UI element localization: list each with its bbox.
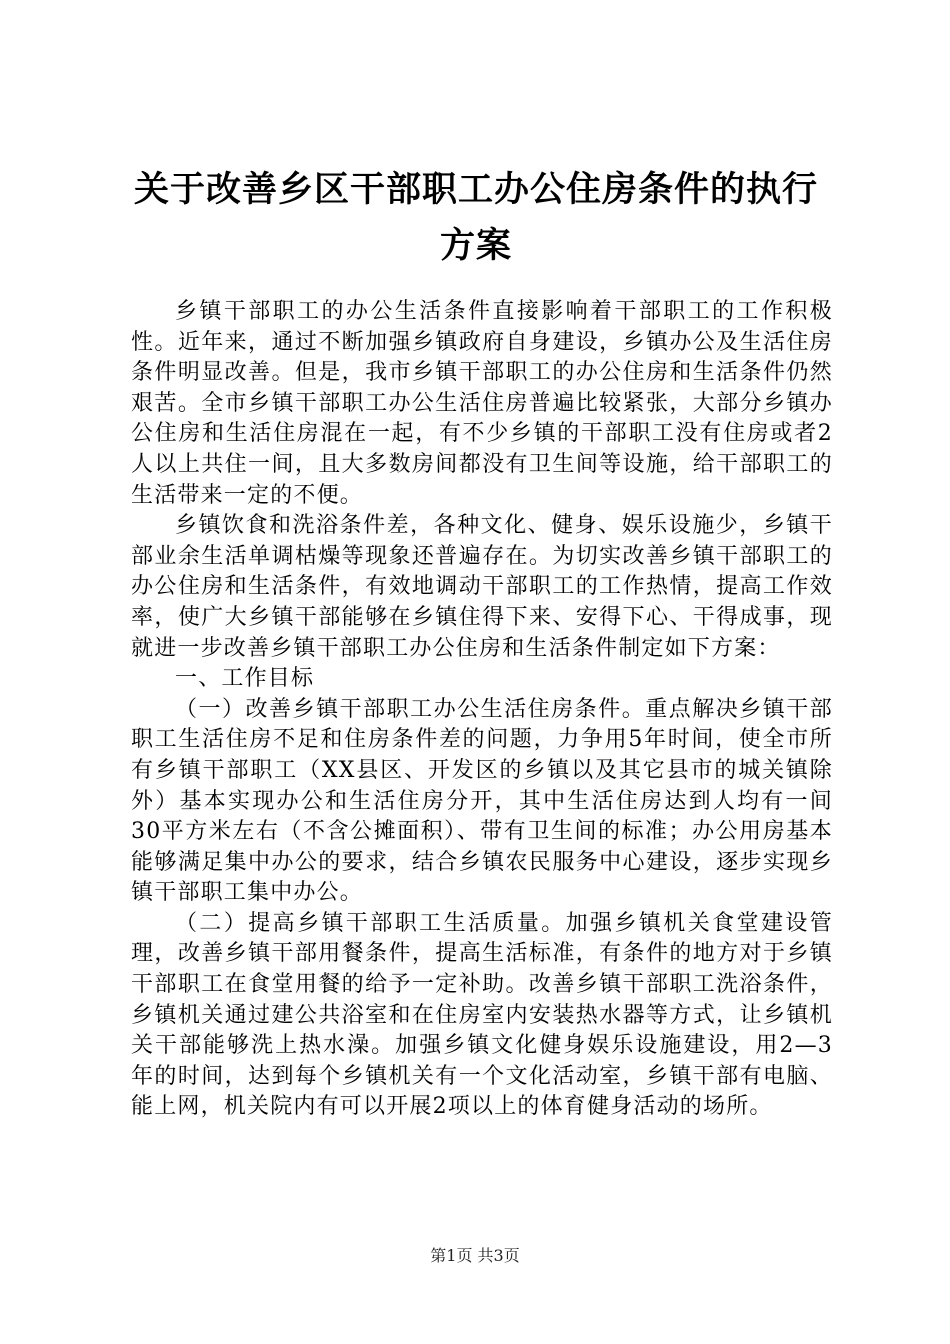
body-paragraph: 乡镇饮食和洗浴条件差，各种文化、健身、娱乐设施少，乡镇干部业余生活单调枯燥等现象还普遍存在。为切实改善乡镇干部职工的办公住房和生活条件，有效地调动干部职工的工作热情，提高工作效率，使广大乡镇干部能够在乡镇住得下来、安得下心、干得成事，现就进一步改善乡镇干部职工办公住房和生活条件制定如下方案： [131, 513, 833, 661]
page-number-footer: 第1页 共3页 [430, 1246, 520, 1265]
document-body [131, 297, 833, 1123]
document-title: 关于改善乡区干部职工办公住房条件的执行方案 [133, 169, 818, 266]
body-paragraph: （二）提高乡镇干部职工生活质量。加强乡镇机关食堂建设管理，改善乡镇干部用餐条件，提高生活标准，有条件的地方对于乡镇干部职工在食堂用餐的给予一定补助。改善乡镇干部职工洗浴条件，乡镇机关通过建公共浴室和在住房室内安装热水器等方式，让乡镇机关干部能够洗上热水澡。加强乡镇文化健身娱乐设施建设，用2—3年的时间，达到每个乡镇机关有一个文化活动室，乡镇干部有电脑、能上网，机关院内有可以开展2项以上的体育健身活动的场所。 [131, 910, 833, 1120]
body-paragraph: （一）改善乡镇干部职工办公生活住房条件。重点解决乡镇干部职工生活住房不足和住房条件差的问题，力争用5年时间，使全市所有乡镇干部职工（XX县区、开发区的乡镇以及其它县市的城关镇除外）基本实现办公和生活住房分开，其中生活住房达到人均有一间30平方米左右（不含公摊面积）、带有卫生间的标准；办公用房基本能够满足集中办公的要求，结合乡镇农民服务中心建设，逐步实现乡镇干部职工集中办公。 [131, 696, 833, 906]
body-paragraph: 乡镇干部职工的办公生活条件直接影响着干部职工的工作积极性。近年来，通过不断加强乡镇政府自身建设，乡镇办公及生活住房条件明显改善。但是，我市乡镇干部职工的办公住房和生活条件仍然艰苦。全市乡镇干部职工办公生活住房普遍比较紧张，大部分乡镇办公住房和生活住房混在一起，有不少乡镇的干部职工没有住房或者2人以上共住一间，且大多数房间都没有卫生间等设施，给干部职工的生活带来一定的不便。 [131, 299, 833, 508]
section-heading: 一、工作目标 [175, 666, 315, 692]
